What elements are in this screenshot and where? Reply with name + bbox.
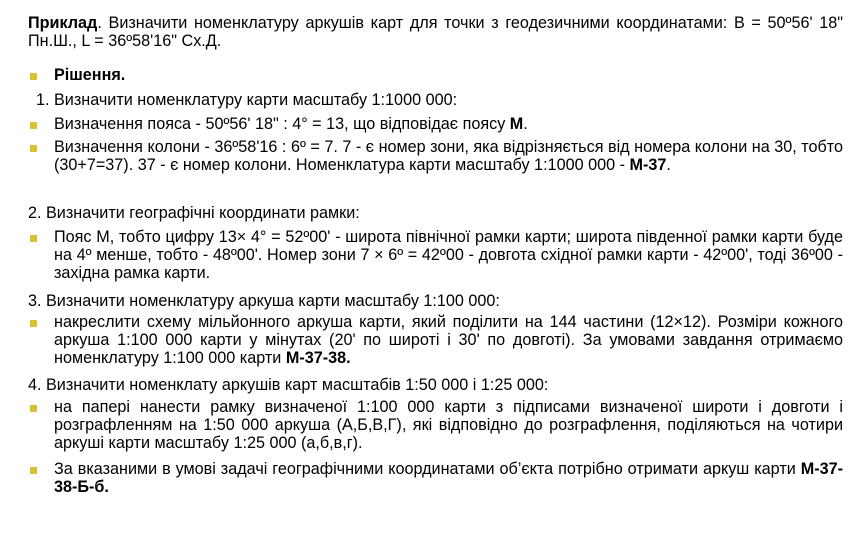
bullet-100k-sheet	[54, 313, 843, 368]
nomenclature-final: М-37-38-Б-б.	[54, 460, 843, 497]
bullet-square-icon	[30, 320, 37, 327]
task-paragraph	[28, 14, 843, 50]
step-1: 1. Визначити номенклатуру карти масштабу 1:1000 000:	[36, 91, 458, 109]
bullet-zone-belt-end: .	[523, 115, 528, 133]
example-label: Приклад	[28, 14, 98, 32]
step-3: 3. Визначити номенклатуру аркуша карти масштабу 1:100 000:	[28, 292, 500, 310]
bullet-square-icon	[30, 467, 37, 474]
bullet-column	[54, 138, 843, 174]
bullet-column-text: Визначення колони - 36º58'16 : 6º = 7. 7 - є номер зони, яка відрізняється від номера колони на 30, тобто (30+7=37). 37 - є номер колони. Номенклатура карти масштабу 1:1000 000 -	[54, 138, 843, 175]
bullet-column-end: .	[666, 156, 671, 175]
bullet-square-icon	[30, 405, 37, 412]
bullet-zone-belt	[54, 115, 843, 133]
step-2: 2. Визначити географічні координати рамки:	[28, 204, 360, 222]
solution-heading	[54, 66, 843, 84]
bullet-square-icon	[30, 73, 37, 80]
bullet-final-sheet	[54, 460, 843, 496]
bullet-square-icon	[30, 122, 37, 129]
bullet-square-icon	[30, 235, 37, 242]
solution-label: Рішення.	[54, 66, 126, 84]
nomenclature-1m: М-37	[629, 156, 667, 175]
bullet-zone-belt-text: Визначення пояса - 50º56' 18" : 4° = 13, що відповідає поясу	[54, 115, 510, 133]
nomenclature-100k: М-37-38.	[285, 349, 351, 368]
bullet-final-text: За вказаними в умові задачі географічними координатами об’єкта потрібно отримати аркуш карти	[54, 460, 801, 478]
task-text: . Визначити номенклатуру аркушів карт для точки з геодезичними координатами: B = 50º56' 18" Пн.Ш., L = 36º58'16" Сх.Д.	[28, 14, 843, 51]
belt-letter: M	[509, 115, 524, 133]
bullet-square-icon	[30, 145, 37, 152]
bullet-frame-coordinates: Пояс М, тобто цифру 13× 4° = 52º00' - широта північної рамки карти; широта південної рамки карти буде на 4º менше, тобто - 48º00'. Номер зони 7 × 6º = 42º00 - довгота східної рамки карти - 42º00', тоді 36º00 - західна рамка карти.	[54, 228, 843, 283]
bullet-50k-frame: на папері нанести рамку визначеної 1:100 000 карти з підписами визначеної широти і довготи і розграфленням на 1:50 000 аркуша (А,Б,В,Г), які відповідно до розграфлення, поділяються на чотири аркуші карти масштабу 1:25 000 (а,б,в,г).	[54, 398, 843, 453]
bullet-100k-text: накреслити схему мільйонного аркуша карти, який поділити на 144 частини (12×12). Розміри кожного аркуша 1:100 000 карти у мінутах (20' по широті і 30' по довготі). За умовами завдання отримаємо номенклатуру 1:100 000 карти	[54, 313, 843, 368]
step-4: 4. Визначити номенклату аркушів карт масштабів 1:50 000 і 1:25 000:	[28, 376, 549, 394]
